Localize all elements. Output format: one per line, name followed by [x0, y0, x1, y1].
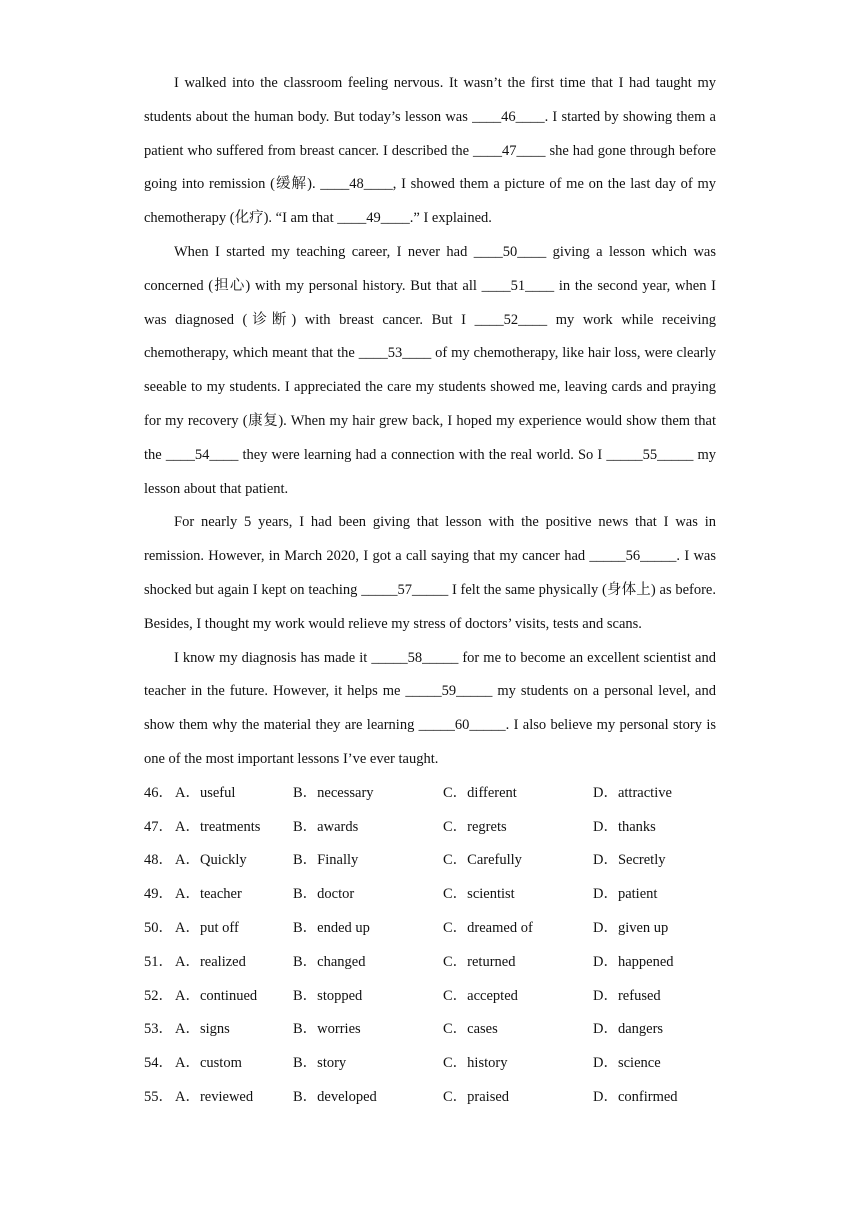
option-a: A．useful	[175, 784, 236, 801]
option-d: D．confirmed	[593, 1088, 678, 1105]
question-row-52	[144, 980, 716, 1014]
question-row-50	[144, 912, 716, 946]
option-c: C．scientist	[443, 886, 515, 903]
passage-paragraph-2: When I started my teaching career, I never had ____50____ giving a lesson which was concerned (担心) with my personal history. But that all ____51____ in the second year, when I was diagnosed (诊断) with breast cancer. But I ____52____ my work while receiving chemotherapy, which meant that the ____53____ of my chemotherapy, like hair loss, were clearly seeable to my students. I appreciated the care my students showed me, leaving cards and praying for my recovery (康复). When my hair grew back, I hoped my experience would show them that the ____54____ they were learning had a connection with the real world. So I _____55_____ my lesson about that patient.	[144, 243, 716, 497]
option-b: B．stopped	[293, 987, 363, 1004]
option-c: C．praised	[443, 1088, 510, 1105]
passage-paragraph-4: I know my diagnosis has made it _____58_____ for me to become an excellent scientist and teacher in the future. However, it helps me _____59_____ my students on a personal level, and show them why the material they are learning _____60_____. I also believe my personal story is one of the most important lessons I’ve ever taught.	[144, 649, 716, 767]
option-a: A．realized	[175, 953, 246, 970]
question-number: 48．	[144, 852, 173, 869]
passage-paragraph-3: For nearly 5 years, I had been giving that lesson with the positive news that I was in remission. However, in March 2020, I got a call saying that my cancer had _____56_____. I was shocked but again I kept on teaching _____57_____ I felt the same physically (身体上) as before. Besides, I thought my work would relieve my stress of doctors’ visits, tests and scans.	[144, 514, 716, 632]
question-number: 55．	[144, 1088, 173, 1105]
option-c: C．cases	[443, 1021, 498, 1038]
option-c: C．regrets	[443, 818, 507, 835]
option-b: B．worries	[293, 1021, 361, 1038]
question-row-51	[144, 946, 716, 980]
option-a: A．Quickly	[175, 852, 247, 869]
question-row-55	[144, 1081, 716, 1115]
option-d: D．happened	[593, 953, 674, 970]
question-number: 49．	[144, 886, 173, 903]
question-row-49	[144, 878, 716, 912]
question-row-53	[144, 1013, 716, 1047]
option-b: B．changed	[293, 953, 366, 970]
option-c: C．Carefully	[443, 852, 522, 869]
option-a: A．reviewed	[175, 1088, 254, 1105]
option-d: D．attractive	[593, 784, 672, 801]
option-c: C．accepted	[443, 987, 518, 1004]
option-d: D．science	[593, 1055, 661, 1072]
option-b: B．story	[293, 1055, 347, 1072]
passage-paragraph-1: I walked into the classroom feeling nervous. It wasn’t the first time that I had taught my students about the human body. But today’s lesson was ____46____. I started by showing them a patient who suffered from breast cancer. I described the ____47____ she had gone through before going into remission (缓解). ____48____, I showed them a picture of me on the last day of my chemotherapy (化疗). “I am that ____49____.” I explained.	[144, 75, 716, 227]
option-b: B．necessary	[293, 784, 374, 801]
option-a: A．signs	[175, 1021, 230, 1038]
question-row-46	[144, 777, 716, 811]
option-b: B．ended up	[293, 919, 370, 936]
option-d: D．refused	[593, 987, 661, 1004]
question-row-48	[144, 844, 716, 878]
option-a: A．teacher	[175, 886, 242, 903]
option-b: B．Finally	[293, 852, 359, 869]
document-page	[144, 67, 716, 1115]
option-b: B．awards	[293, 818, 359, 835]
option-d: D．given up	[593, 919, 669, 936]
question-number: 52．	[144, 987, 173, 1004]
question-number: 53．	[144, 1021, 173, 1038]
question-number: 54．	[144, 1055, 173, 1072]
question-row-47	[144, 811, 716, 845]
option-b: B．developed	[293, 1088, 377, 1105]
question-number: 46．	[144, 784, 173, 801]
option-c: C．dreamed of	[443, 919, 533, 936]
option-d: D．dangers	[593, 1021, 664, 1038]
option-a: A．treatments	[175, 818, 261, 835]
question-number: 47．	[144, 818, 173, 835]
option-b: B．doctor	[293, 886, 355, 903]
question-row-54	[144, 1047, 716, 1081]
option-a: A．custom	[175, 1055, 242, 1072]
option-d: D．Secretly	[593, 852, 666, 869]
option-d: D．thanks	[593, 818, 656, 835]
option-d: D．patient	[593, 886, 658, 903]
option-a: A．put off	[175, 919, 239, 936]
option-c: C．returned	[443, 953, 516, 970]
question-number: 50．	[144, 919, 173, 936]
question-number: 51．	[144, 953, 173, 970]
option-c: C．different	[443, 784, 517, 801]
answer-options-list	[144, 777, 716, 1115]
option-c: C．history	[443, 1055, 508, 1072]
option-a: A．continued	[175, 987, 258, 1004]
